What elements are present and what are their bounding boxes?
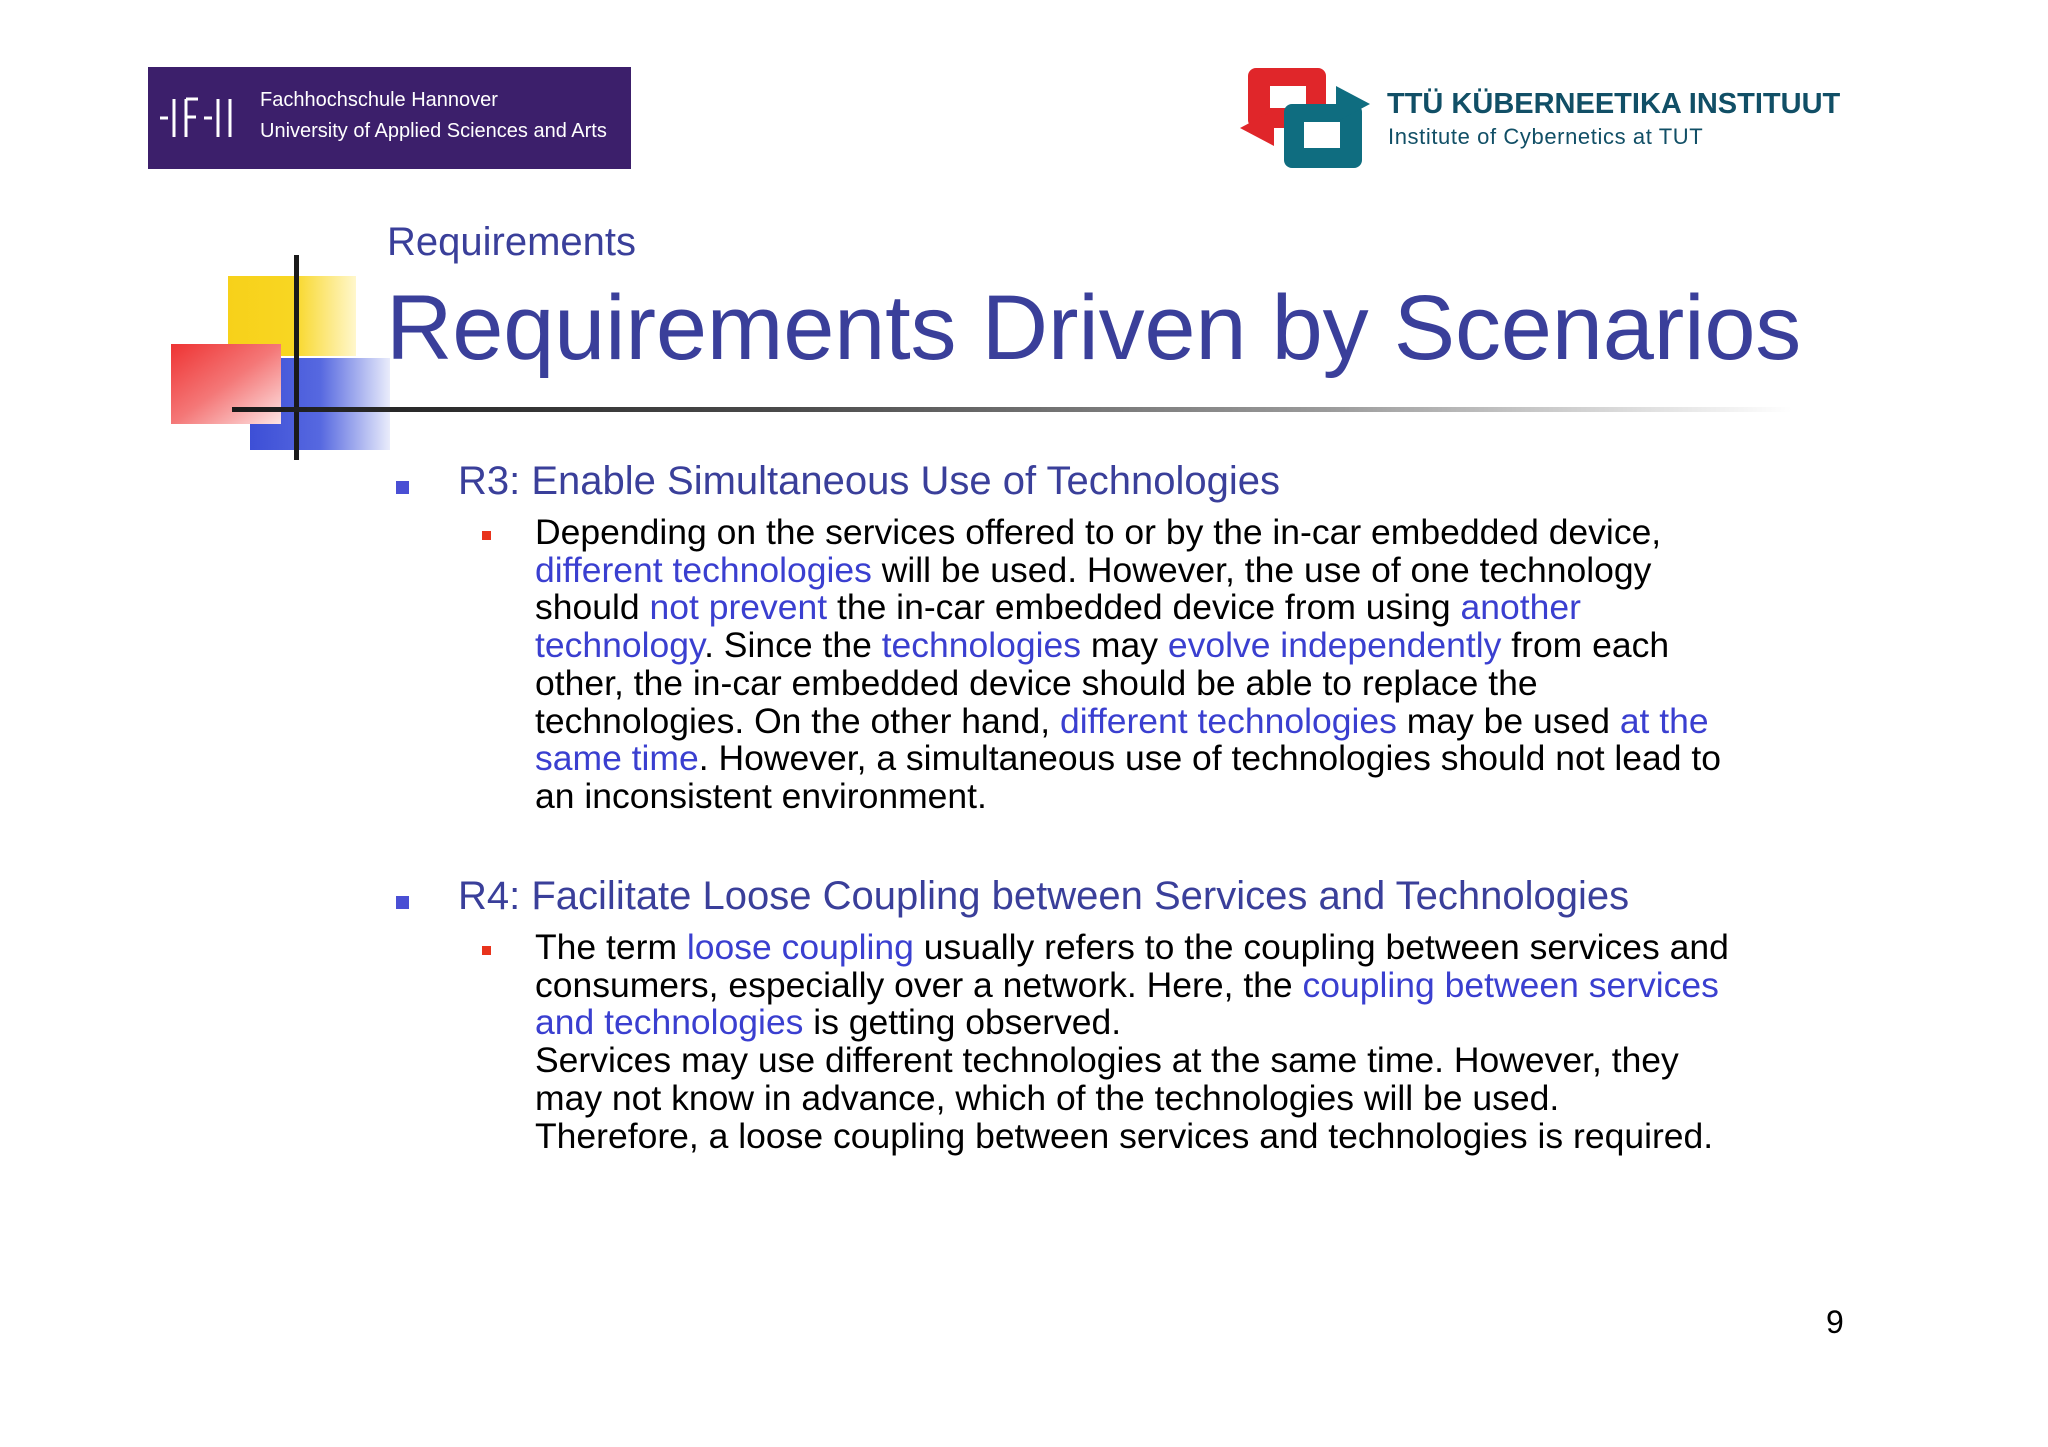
body-line [535,627,1885,665]
body-text: The term [535,927,687,967]
body-text: . However, a simultaneous use of technologies should not lead to [698,738,1722,779]
body-line [535,740,1885,778]
body-text: may [1081,625,1168,666]
ttu-logo-line1: TTÜ KÜBERNEETIKA INSTITUUT [1387,88,1841,120]
page-number: 9 [1826,1304,1844,1340]
ttu-logo-line2: Institute of Cybernetics at TUT [1388,124,1704,149]
highlighted-text: and technologies [535,1002,804,1043]
body-line [535,662,1885,703]
bullet-body-r3 [535,514,1885,816]
highlighted-text: technologies [881,625,1082,666]
body-line [535,775,1885,816]
highlighted-text: same time [535,738,699,779]
fh-logo-line2: University of Applied Sciences and Arts [260,120,607,142]
body-text: may be used [1396,700,1620,741]
body-text: Therefore, a loose coupling between services and technologies is required. [535,1115,1714,1156]
ttu-emblem-icon [1240,64,1370,172]
body-text: usually refers to the coupling between services and [913,927,1729,967]
body-text: should [535,587,650,628]
fh-hannover-logo [148,67,631,169]
bullet-heading-r3: R3: Enable Simultaneous Use of Technologies [458,459,1280,503]
body-line [535,700,1885,741]
body-line [535,514,1885,552]
body-text: is getting observed. [803,1002,1122,1043]
ttu-logo [1240,64,1912,176]
highlighted-text: at the [1619,700,1709,741]
decor-vertical-line [294,255,299,460]
fh-logo-line1: Fachhochschule Hannover [260,89,498,111]
body-line [535,1042,1885,1080]
decor-red-square [171,344,281,424]
body-line [535,589,1885,627]
body-text: Services may use different technologies at the same time. However, they [535,1040,1679,1081]
highlighted-text: another [1460,587,1581,628]
highlighted-text: not prevent [649,587,828,628]
bullet-square-icon [396,481,409,494]
body-line [535,549,1885,590]
highlighted-text: coupling between services [1302,964,1719,1005]
body-text: technologies. On the other hand, [535,700,1060,741]
body-text: the in-car embedded device from using [827,587,1461,628]
body-line [535,1115,1885,1156]
bullet-square-icon [396,896,409,909]
section-label: Requirements [387,220,637,264]
body-line [535,1077,1885,1118]
highlighted-text: loose coupling [686,927,914,967]
body-text: consumers, especially over a network. Here, the [535,964,1303,1005]
highlighted-text: different technologies [535,549,872,590]
body-text: other, the in-car embedded device should be able to replace the [535,662,1538,703]
title-underline [232,407,1792,412]
bullet-body-r4 [535,929,1885,1155]
fh-logo-icon [158,91,240,145]
bullet-heading-r4: R4: Facilitate Loose Coupling between Services and Technologies [458,874,1630,918]
body-text: may not know in advance, which of the technologies will be used. [535,1077,1560,1118]
body-text: . Since the [704,625,882,666]
body-text: will be used. However, the use of one technology [871,549,1652,590]
body-line [535,929,1885,967]
highlighted-text: evolve independently [1167,625,1502,666]
body-text: an inconsistent environment. [535,775,987,816]
sub-bullet-square-icon [482,946,491,955]
body-text: Depending on the services offered to or by the in-car embedded device, [535,512,1662,552]
highlighted-text: different technologies [1059,700,1397,741]
sub-bullet-square-icon [482,531,491,540]
body-line [535,964,1885,1005]
slide-title: Requirements Driven by Scenarios [386,277,1802,379]
body-line [535,1004,1885,1042]
body-text: from each [1501,625,1670,666]
highlighted-text: technology [535,625,705,666]
